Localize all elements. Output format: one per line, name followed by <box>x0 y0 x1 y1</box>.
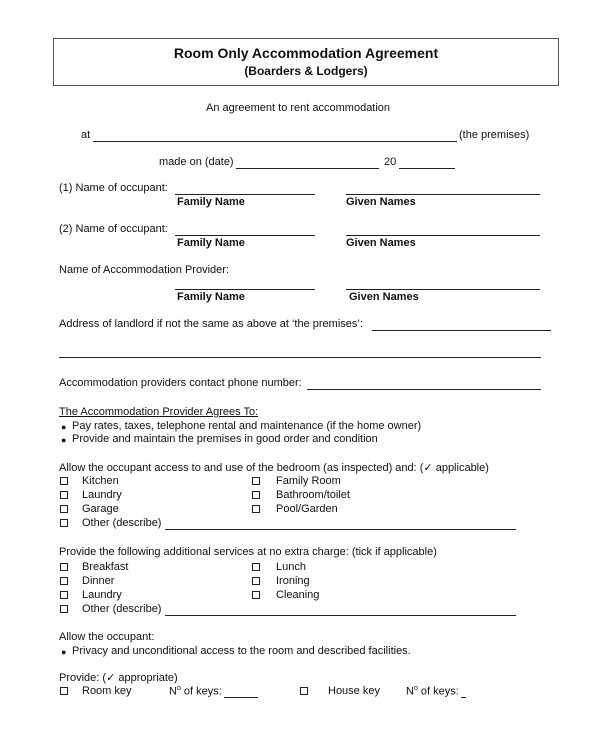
bullet-icon: ● <box>61 435 67 445</box>
lunch-checkbox[interactable] <box>252 563 260 571</box>
family-room-label: Family Room <box>276 475 341 487</box>
phone-label: Accommodation providers contact phone number: <box>59 377 302 389</box>
premises-field[interactable] <box>93 141 457 142</box>
pool-garden-checkbox[interactable] <box>252 505 260 513</box>
year-label: 20 <box>384 156 397 168</box>
occupant-1-given-field[interactable] <box>346 194 540 195</box>
address-field[interactable] <box>372 330 551 331</box>
at-label: at <box>81 129 91 141</box>
room-key-checkbox[interactable] <box>60 687 68 695</box>
house-key-count-label: $N^o$ of keys: <box>406 685 459 698</box>
provider-family-field[interactable] <box>175 289 315 290</box>
document-title: Room Only Accommodation Agreement <box>173 45 439 61</box>
pool-garden-label: Pool/Garden <box>276 503 338 515</box>
dinner-label: Dinner <box>82 575 115 587</box>
access-other-field[interactable] <box>165 529 516 530</box>
services-laundry-label: Laundry <box>82 589 122 601</box>
breakfast-label: Breakfast <box>82 561 129 573</box>
made-on-label: made on (date) <box>159 156 234 168</box>
occupant-2-family-field[interactable] <box>175 235 315 236</box>
agrees-item: Pay rates, taxes, telephone rental and maintenance (if the home owner) <box>72 420 422 432</box>
allow-heading: Allow the occupant: <box>59 631 155 643</box>
kitchen-label: Kitchen <box>82 475 119 487</box>
phone-field[interactable] <box>307 389 541 390</box>
house-key-checkbox[interactable] <box>300 687 308 695</box>
occupant-2-given-field[interactable] <box>346 235 540 236</box>
occupant-1-given-caption: Given Names <box>346 196 416 208</box>
provider-given-field[interactable] <box>346 289 540 290</box>
occupant-2-family-caption: Family Name <box>177 237 245 249</box>
intro-heading: An agreement to rent accommodation <box>206 102 391 114</box>
services-heading: Provide the following additional services at no extra charge: (tick if applicable) <box>59 546 437 558</box>
address-label: Address of landlord if not the same as above at ‘the premises’: <box>59 318 363 330</box>
title-box <box>53 38 559 86</box>
occupant-1-family-field[interactable] <box>175 194 315 195</box>
room-key-count-field[interactable] <box>224 697 258 698</box>
occupant-1-label: (1) Name of occupant: <box>59 182 168 194</box>
lunch-label: Lunch <box>276 561 306 573</box>
bathroom-checkbox[interactable] <box>252 491 260 499</box>
bullet-icon: ● <box>61 647 67 657</box>
agrees-item: Provide and maintain the premises in good order and condition <box>72 433 378 445</box>
services-laundry-checkbox[interactable] <box>60 591 68 599</box>
garage-checkbox[interactable] <box>60 505 68 513</box>
access-other-checkbox[interactable] <box>60 519 68 527</box>
date-field[interactable] <box>236 168 379 169</box>
occupant-2-given-caption: Given Names <box>346 237 416 249</box>
allow-item: Privacy and unconditional access to the room and described facilities. <box>72 645 411 657</box>
ironing-checkbox[interactable] <box>252 577 260 585</box>
document-subtitle: (Boarders & Lodgers) <box>244 64 368 78</box>
cleaning-checkbox[interactable] <box>252 591 260 599</box>
bathroom-label: Bathroom/toilet <box>276 489 350 501</box>
address-field-line-2[interactable] <box>59 357 541 358</box>
year-field[interactable] <box>399 168 455 169</box>
bullet-icon: ● <box>61 422 67 432</box>
services-other-checkbox[interactable] <box>60 605 68 613</box>
access-heading: Allow the occupant access to and use of the bedroom (as inspected) and: (✓ applicable) <box>59 462 489 474</box>
room-key-count-label: $N^o$ of keys: <box>169 685 222 698</box>
room-key-label: Room key <box>82 685 132 697</box>
occupant-2-label: (2) Name of occupant: <box>59 223 168 235</box>
services-other-label: Other (describe) <box>82 603 162 615</box>
ironing-label: Ironing <box>276 575 310 587</box>
provider-label: Name of Accommodation Provider: <box>59 264 229 276</box>
premises-label: (the premises) <box>459 129 530 141</box>
provide-heading: Provide: (✓ appropriate) <box>59 672 178 684</box>
house-key-label: House key <box>328 685 380 697</box>
agrees-heading: The Accommodation Provider Agrees To: <box>59 406 259 418</box>
kitchen-checkbox[interactable] <box>60 477 68 485</box>
breakfast-checkbox[interactable] <box>60 563 68 571</box>
services-other-field[interactable] <box>165 615 516 616</box>
garage-label: Garage <box>82 503 119 515</box>
dinner-checkbox[interactable] <box>60 577 68 585</box>
family-room-checkbox[interactable] <box>252 477 260 485</box>
house-key-count-field[interactable] <box>461 697 466 698</box>
provider-family-caption: Family Name <box>177 291 245 303</box>
access-other-label: Other (describe) <box>82 517 162 529</box>
laundry-label: Laundry <box>82 489 122 501</box>
provider-given-caption: Given Names <box>349 291 419 303</box>
laundry-checkbox[interactable] <box>60 491 68 499</box>
cleaning-label: Cleaning <box>276 589 320 601</box>
occupant-1-family-caption: Family Name <box>177 196 245 208</box>
